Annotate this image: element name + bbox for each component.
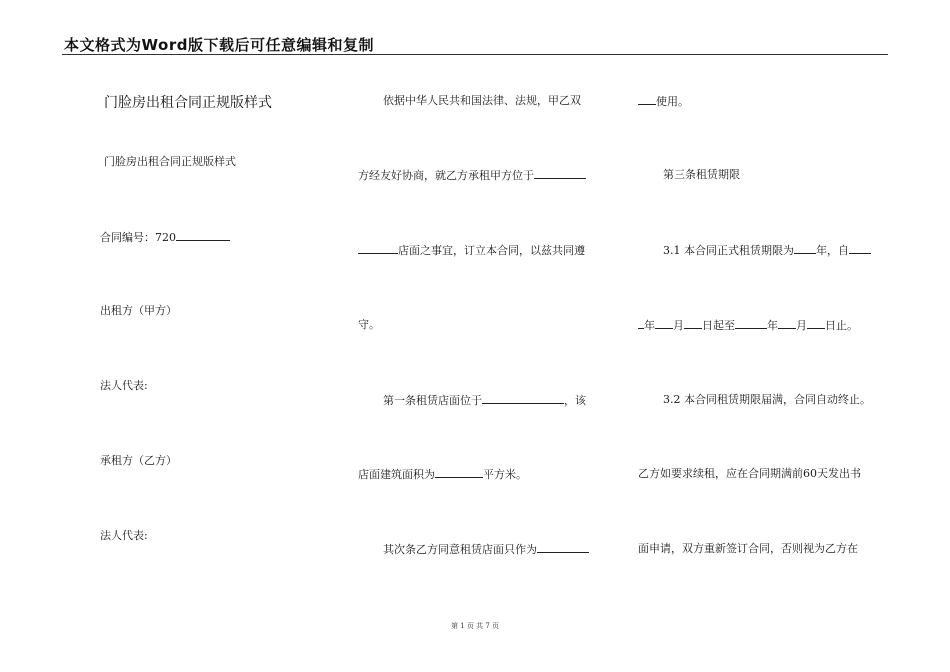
location-blank	[534, 168, 586, 179]
col3-line-3-text: 3.1 本合同正式租赁期限为	[663, 244, 794, 257]
page-number: 第 1 页 共 7 页	[450, 622, 500, 630]
col3-line-6: 乙方如要求续租，应在合同期满前60天发出书	[638, 467, 861, 480]
end-year-blank	[735, 318, 767, 329]
shop-location-blank	[482, 393, 564, 404]
col2-line-6	[358, 467, 527, 482]
col2-line-6-text: 店面建筑面积为	[358, 468, 435, 481]
lease-term-heading: 第三条租赁期限	[663, 168, 740, 181]
col2-line-1: 依据中华人民共和国法律、法规，甲乙双	[383, 94, 581, 107]
contract-number-label: 合同编号：720	[100, 231, 176, 244]
col2-line-3	[358, 243, 585, 258]
col2-line-2-text: 方经友好协商，就乙方承租甲方位于	[358, 169, 534, 182]
col3-line-3	[663, 243, 871, 258]
download-banner: 本文格式为Word版下载后可任意编辑和复制	[64, 36, 374, 54]
col3-year-2: 年	[767, 319, 778, 332]
contract-number	[100, 230, 230, 245]
lessor-label: 出租方（甲方）	[100, 304, 177, 317]
end-month-blank	[778, 318, 796, 329]
start-day-blank	[684, 318, 702, 329]
lessee-legal-rep: 法人代表:	[100, 529, 148, 542]
document-title: 门脸房出租合同正规版样式	[104, 95, 272, 111]
lessee-label: 承租方（乙方）	[100, 454, 177, 467]
col2-line-3-text: 店面之事宜，订立本合同，以兹共同遵	[398, 244, 585, 257]
col2-line-5-text: 第一条租赁店面位于	[383, 394, 482, 407]
col2-line-4: 守。	[358, 318, 380, 331]
usage-blank-2	[638, 94, 656, 105]
col3-line-3-mid: 年，自	[816, 244, 849, 257]
col3-day-2: 日止。	[825, 319, 858, 332]
col3-month-1: 月	[673, 319, 684, 332]
location-blank-2	[358, 243, 398, 254]
end-day-blank	[807, 318, 825, 329]
col3-line-1-text: 使用。	[656, 95, 689, 108]
start-month-blank	[655, 318, 673, 329]
col2-line-2	[358, 168, 586, 183]
col2-line-7-text: 其次条乙方同意租赁店面只作为	[383, 543, 537, 556]
col2-line-7	[383, 542, 589, 557]
years-blank	[794, 243, 816, 254]
col3-line-7: 面申请，双方重新签订合同，否则视为乙方在	[638, 542, 858, 555]
col3-year-1: 年	[644, 319, 655, 332]
col3-line-5: 3.2 本合同租赁期限届满，合同自动终止。	[663, 393, 871, 406]
contract-subtitle: 门脸房出租合同正规版样式	[104, 155, 236, 168]
col2-line-5-end: ，该	[564, 394, 586, 407]
start-year-blank	[849, 243, 871, 254]
usage-blank	[537, 542, 589, 553]
col3-month-2: 月	[796, 319, 807, 332]
contract-number-blank	[176, 230, 230, 241]
lessor-legal-rep: 法人代表:	[100, 379, 148, 392]
banner-divider	[62, 54, 888, 55]
area-blank	[435, 467, 483, 478]
col2-line-6-end: 平方米。	[483, 468, 527, 481]
col3-line-1	[638, 94, 689, 109]
col3-day-1: 日起至	[702, 319, 735, 332]
col2-line-5	[383, 393, 586, 408]
col3-line-4	[638, 318, 858, 333]
